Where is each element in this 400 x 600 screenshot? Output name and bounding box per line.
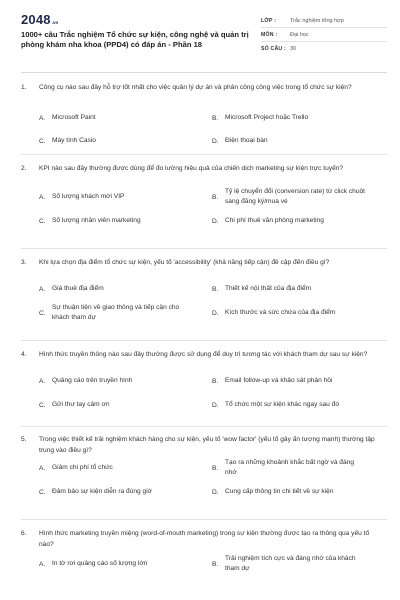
question-text: Công cụ nào sau đây hỗ trợ tốt nhất cho việc quản lý dự án và phân công công việc trong tổ chức sự kiện? <box>39 84 352 91</box>
question-number: 3. <box>21 259 27 266</box>
document-meta <box>261 14 387 75</box>
question-item <box>21 427 387 520</box>
meta-label: LỚP : <box>261 17 277 24</box>
option-letter: C. <box>39 488 46 496</box>
question-item <box>21 72 387 155</box>
option-text: Giá thuê địa điểm <box>52 285 104 292</box>
option-letter: B. <box>212 114 219 122</box>
question-item <box>21 520 387 600</box>
question-head <box>21 349 377 360</box>
question-item <box>21 341 387 427</box>
option-text: Điện thoại bàn <box>225 137 268 144</box>
brand-block <box>21 13 251 75</box>
option-text: Quảng cáo trên truyền hình <box>52 377 133 384</box>
answer-option-a[interactable] <box>39 375 207 387</box>
question-head <box>21 163 377 174</box>
answer-option-b[interactable] <box>212 375 380 387</box>
document-title: 1000+ câu Trắc nghiệm Tổ chức sự kiện, công nghệ và quản trị phòng khám nha khoa (PPD4) có đáp án - Phần 18 <box>21 30 249 49</box>
question-number: 6. <box>21 530 27 537</box>
answer-option-a[interactable] <box>39 112 207 124</box>
answer-option-d[interactable] <box>212 399 380 411</box>
option-text: In tờ rơi quảng cáo số lượng lớn <box>52 560 148 567</box>
option-letter: C. <box>39 401 46 409</box>
answer-option-a[interactable] <box>39 458 207 478</box>
option-letter: A. <box>39 114 46 122</box>
question-text: KPI nào sau đây thường được dùng để đo lường hiệu quả của chiến dịch marketing sự kiện trực tuyến? <box>39 165 344 172</box>
answer-option-b[interactable] <box>212 554 380 574</box>
option-letter: D. <box>212 217 219 225</box>
question-number: 2. <box>21 165 27 172</box>
option-text: Tổ chức một sự kiện khác ngay sau đó <box>225 401 340 408</box>
answer-option-a[interactable] <box>39 187 207 207</box>
answer-option-a[interactable] <box>39 283 207 295</box>
option-text: Số lượng khách mời VIP <box>52 193 125 200</box>
option-letter: D. <box>212 137 219 145</box>
question-head <box>21 82 377 93</box>
answer-option-b[interactable] <box>212 187 380 207</box>
option-letter: C. <box>39 137 46 145</box>
option-letter: B. <box>212 193 219 201</box>
answer-option-d[interactable] <box>212 135 380 147</box>
question-list <box>21 72 387 600</box>
option-text: Máy tính Casio <box>52 137 96 144</box>
option-text: Tạo ra những khoảnh khắc bất ngờ và đáng nhớ <box>225 459 354 476</box>
option-letter: B. <box>212 285 219 293</box>
question-number: 1. <box>21 84 27 91</box>
meta-row-subject <box>261 28 387 42</box>
question-text: Hình thức marketing truyền miệng (word-of-mouth marketing) trong sự kiện thường được tạo ra thông qua yếu tố nào? <box>39 530 370 548</box>
question-text: Hình thức truyền thông nào sau đây thường được sử dụng để duy trì tương tác với khách tham dự sau sự kiện? <box>39 351 368 358</box>
option-letter: A. <box>39 560 46 568</box>
answer-option-c[interactable] <box>39 215 207 227</box>
option-letter: D. <box>212 309 219 317</box>
option-text: Đảm bảo sự kiện diễn ra đúng giờ <box>52 488 153 495</box>
option-text: Microsoft Project hoặc Trello <box>225 114 309 121</box>
option-text: Trải nghiệm tích cực và đáng nhớ của khách tham dự <box>225 555 356 572</box>
option-letter: D. <box>212 488 219 496</box>
option-letter: A. <box>39 377 46 385</box>
option-text: Số lượng nhân viên marketing <box>52 217 141 224</box>
option-text: Email follow-up và khảo sát phản hồi <box>225 377 333 384</box>
question-text: Khi lựa chọn địa điểm tổ chức sự kiện, yếu tố 'accessibility' (khả năng tiếp cận) đề cập đến điều gì? <box>39 259 330 266</box>
meta-value: Trắc nghiệm tổng hợp <box>290 17 344 24</box>
option-text: Microsoft Paint <box>52 114 96 121</box>
option-text: Chi phí thuê văn phòng marketing <box>225 217 324 224</box>
option-text: Tỷ lệ chuyển đổi (conversion rate) từ click chuột sang đăng ký/mua vé <box>225 188 366 205</box>
option-letter: B. <box>212 377 219 385</box>
option-letter: C. <box>39 217 46 225</box>
meta-label: SỐ CÂU : <box>261 46 286 52</box>
question-head <box>21 257 377 268</box>
question-head <box>21 528 377 550</box>
option-letter: B. <box>212 464 219 472</box>
answer-option-c[interactable] <box>39 486 207 498</box>
question-number: 5. <box>21 436 27 443</box>
answer-option-b[interactable] <box>212 283 380 295</box>
question-text: Trong việc thiết kế trải nghiệm khách hàng cho sự kiện, yếu tố 'wow factor' (yếu tố gây ấn tượng mạnh) thường tập trung vào điều gì? <box>39 436 375 454</box>
question-number: 4. <box>21 351 27 358</box>
meta-row-count <box>261 42 387 56</box>
option-text: Cung cấp thông tin chi tiết về sự kiện <box>225 488 334 495</box>
option-text: Sự thuận tiện về giao thông và tiếp cận cho khách tham dự <box>52 304 180 321</box>
option-letter: B. <box>212 560 219 568</box>
option-text: Giảm chi phí tổ chức <box>52 464 113 471</box>
option-text: Gửi thư tay cảm ơn <box>52 401 110 408</box>
document-header <box>21 13 387 75</box>
answer-option-c[interactable] <box>39 399 207 411</box>
answer-option-b[interactable] <box>212 458 380 478</box>
answer-option-d[interactable] <box>212 215 380 227</box>
logo-main-text: 2048 <box>21 12 51 27</box>
meta-row-class <box>261 14 387 28</box>
meta-value: 30 <box>290 46 297 52</box>
option-letter: C. <box>39 309 46 317</box>
option-letter: A. <box>39 193 46 201</box>
option-text: Kích thước và sức chứa của địa điểm <box>225 309 336 316</box>
option-letter: D. <box>212 401 219 409</box>
answer-option-c[interactable] <box>39 135 207 147</box>
meta-value: Đại học <box>290 31 309 38</box>
answer-option-d[interactable] <box>212 486 380 498</box>
option-text: Thiết kế nội thất của địa điểm <box>225 285 312 292</box>
answer-option-b[interactable] <box>212 112 380 124</box>
option-letter: A. <box>39 285 46 293</box>
question-item <box>21 249 387 341</box>
answer-option-a[interactable] <box>39 554 207 574</box>
logo-domain-text: .vn <box>51 20 59 25</box>
answer-option-d[interactable] <box>212 303 380 323</box>
question-item <box>21 155 387 249</box>
site-logo[interactable] <box>21 13 251 26</box>
meta-label: MÔN : <box>261 31 278 38</box>
option-letter: A. <box>39 464 46 472</box>
question-head <box>21 434 377 456</box>
answer-option-c[interactable] <box>39 303 207 323</box>
